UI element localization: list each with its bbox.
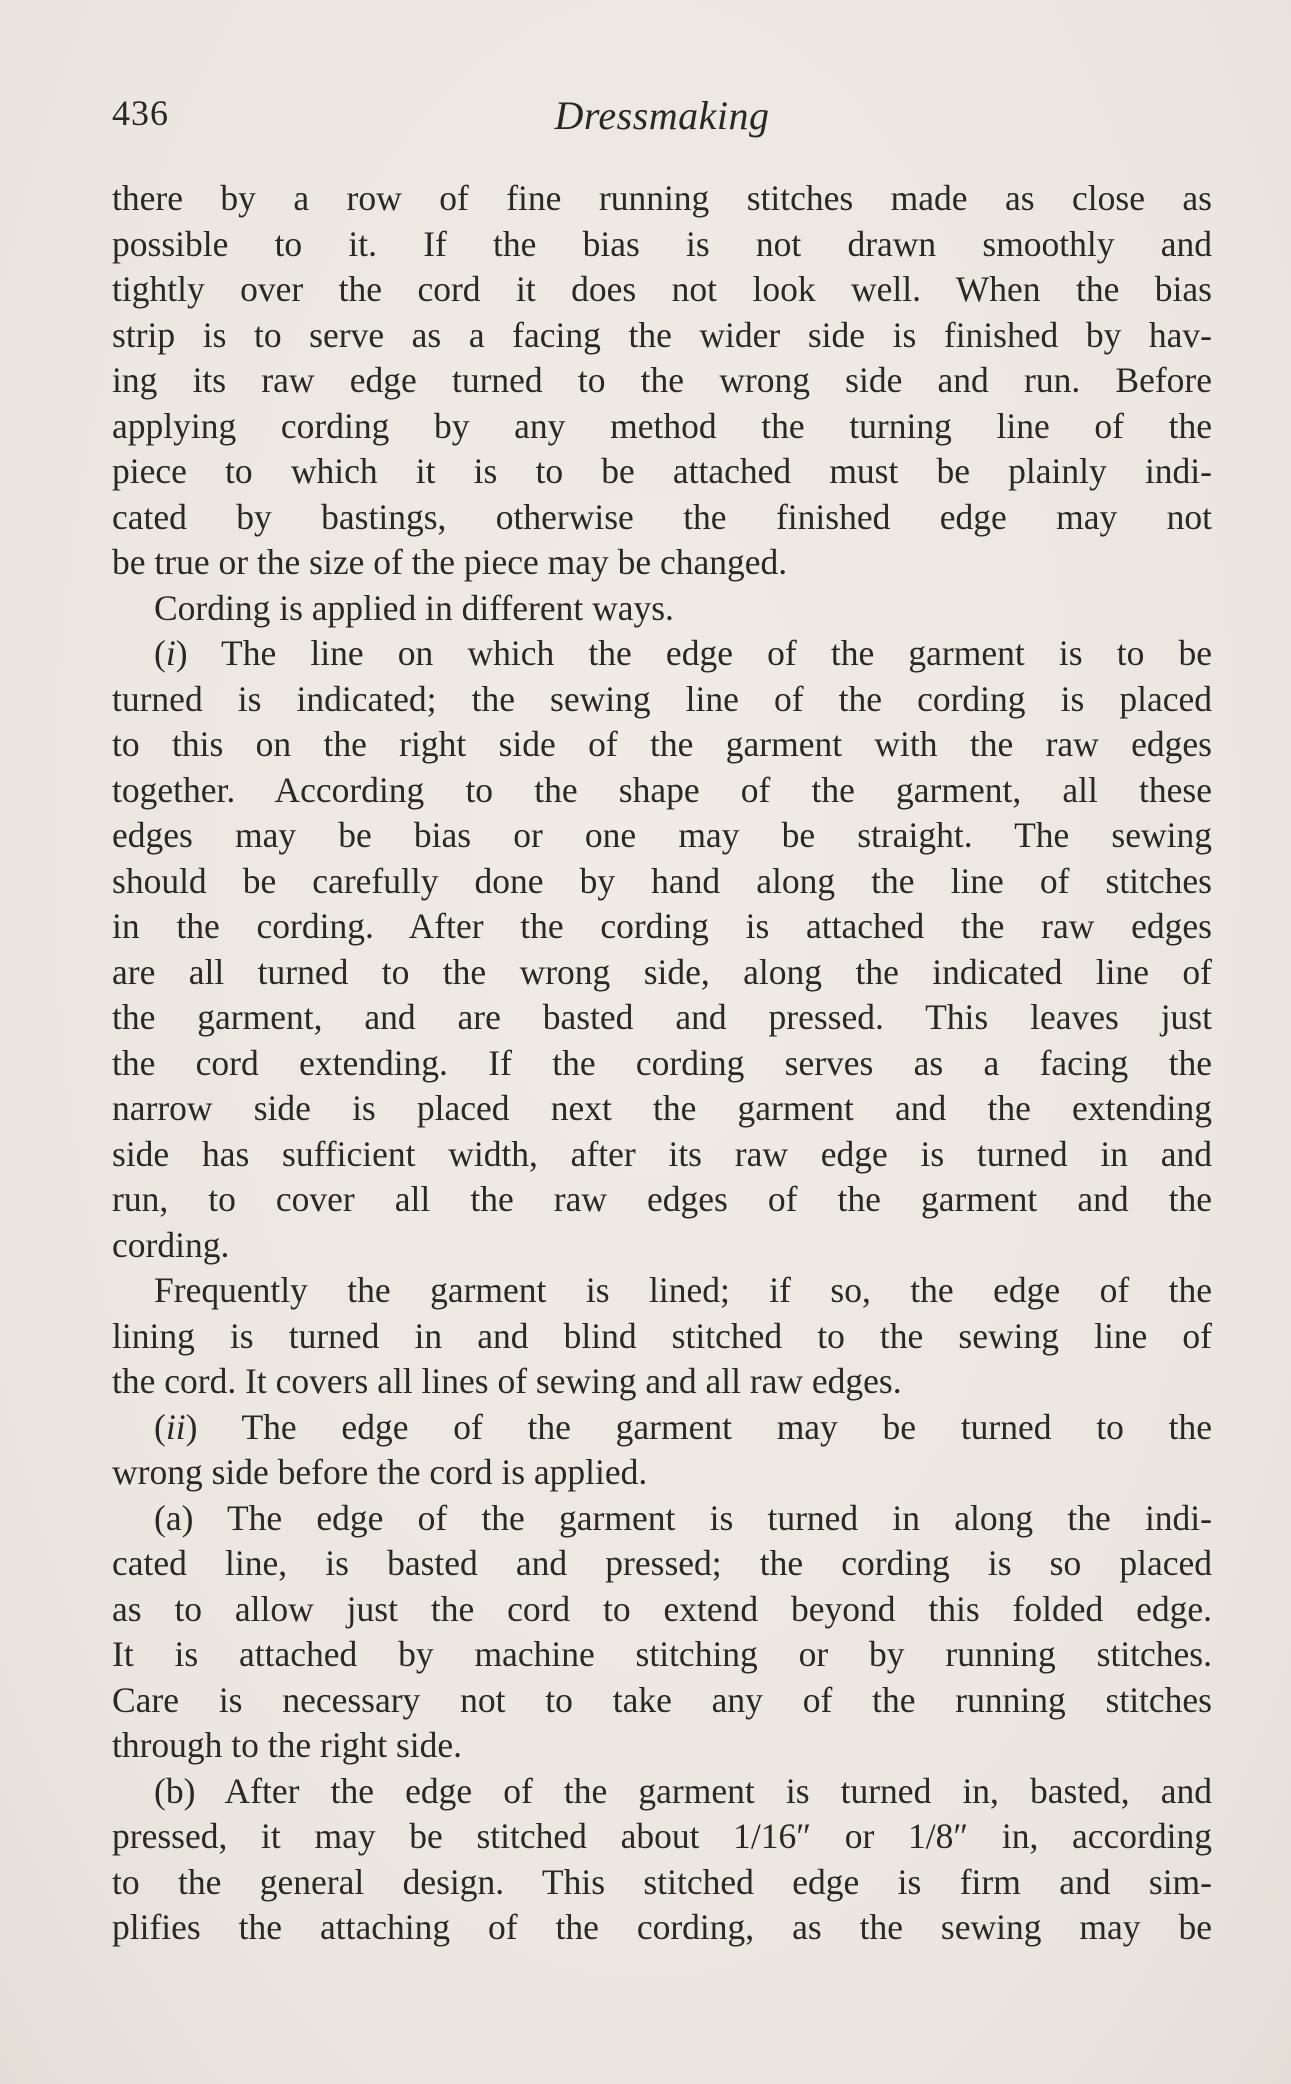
text-line: should be carefully done by hand along the line of stitches	[112, 860, 1212, 901]
text-line: Cording is applied in different ways.	[154, 587, 674, 628]
text-line: ing its raw edge turned to the wrong side and run. Before	[112, 360, 1212, 400]
page-header	[112, 92, 1212, 152]
text-line: to the general design. This stitched edge is firm and sim-	[112, 1861, 1212, 1902]
text-line: (a) The edge of the garment is turned in along the indi-	[154, 1497, 1212, 1538]
text-line: run, to cover all the raw edges of the garment and the	[112, 1179, 1212, 1219]
text-line: Care is necessary not to take any of the running stitches	[112, 1679, 1212, 1720]
text-line: strip is to serve as a facing the wider side is finished by hav-	[112, 314, 1212, 355]
text-line: turned is indicated; the sewing line of the cording is placed	[112, 678, 1212, 719]
italic-numeral: i	[165, 633, 176, 673]
text-line: to this on the right side of the garment with the raw edges	[112, 724, 1212, 764]
text-line: the cord extending. If the cording serves as a facing the	[112, 1042, 1212, 1083]
page-number: 436	[112, 93, 169, 133]
text-line: lining is turned in and blind stitched to the sewing line of	[112, 1315, 1212, 1356]
text-line: as to allow just the cord to extend beyond this folded edge.	[112, 1588, 1212, 1629]
text-line: possible to it. If the bias is not drawn smoothly and	[112, 223, 1212, 264]
text-line: wrong side before the cord is applied.	[112, 1452, 648, 1492]
italic-numeral: ii	[165, 1406, 186, 1447]
text-line: tightly over the cord it does not look well. When the bias	[112, 269, 1212, 309]
text-line: Frequently the garment is lined; if so, the edge of the	[154, 1270, 1212, 1310]
running-title: Dressmaking	[554, 93, 770, 138]
text-line: edges may be bias or one may be straight. The sewing	[112, 815, 1212, 855]
text-line: in the cording. After the cording is attached the raw edges	[112, 906, 1212, 946]
text-line: through to the right side.	[112, 1725, 463, 1765]
text-line: plifies the attaching of the cording, as the sewing may be	[112, 1907, 1212, 1947]
text-line: cated by bastings, otherwise the finished edge may not	[112, 496, 1212, 537]
text-line: applying cording by any method the turning line of the	[112, 405, 1212, 446]
text-line: there by a row of fine running stitches made as close as	[112, 178, 1212, 218]
text-line: piece to which it is to be attached must be plainly indi-	[112, 451, 1212, 491]
text-line: the cord. It covers all lines of sewing and all raw edges.	[112, 1361, 902, 1401]
text-line: together. According to the shape of the garment, all these	[112, 769, 1212, 810]
text-line: (ii) The edge of the garment may be turned to the	[154, 1406, 1212, 1447]
text-line: side has sufficient width, after its raw edge is turned in and	[112, 1133, 1212, 1174]
text-line: be true or the size of the piece may be changed.	[112, 542, 788, 582]
text-line: (i) The line on which the edge of the garment is to be	[154, 633, 1212, 673]
text-line: narrow side is placed next the garment and the extending	[112, 1088, 1212, 1128]
text-line: are all turned to the wrong side, along the indicated line of	[112, 951, 1212, 992]
text-line: (b) After the edge of the garment is turned in, basted, and	[154, 1770, 1212, 1811]
text-line: cording.	[112, 1224, 230, 1265]
text-line: cated line, is basted and pressed; the cording is so placed	[112, 1543, 1212, 1583]
text-line: It is attached by machine stitching or by running stitches.	[112, 1634, 1212, 1674]
text-line: the garment, and are basted and pressed. This leaves just	[112, 997, 1212, 1037]
text-line: pressed, it may be stitched about 1/16″ or 1/8″ in, according	[112, 1816, 1212, 1856]
body-text	[112, 176, 1212, 1951]
